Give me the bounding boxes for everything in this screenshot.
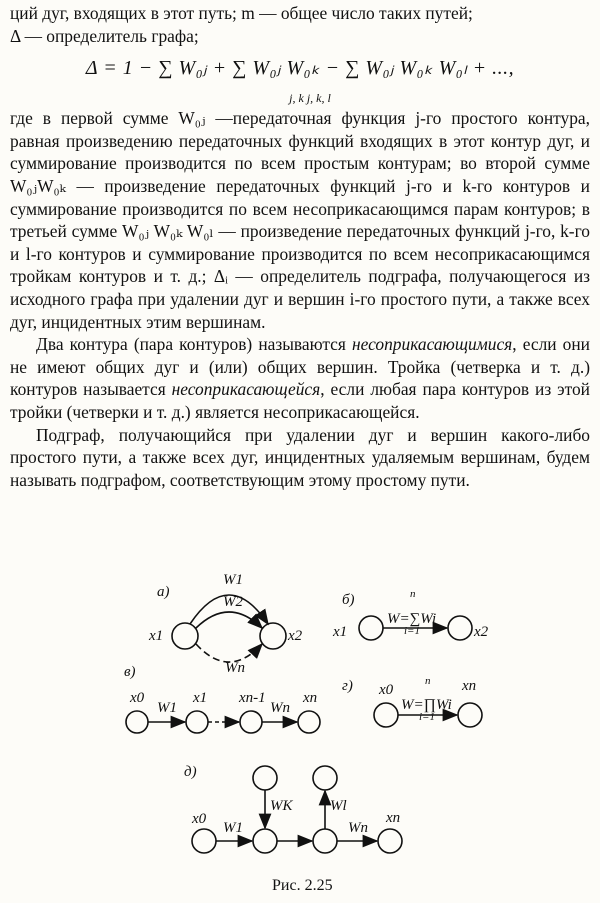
label-a-x1: x1 <box>149 628 164 644</box>
label-a-w2: W2 <box>223 594 243 610</box>
label-v-xn1: xn-1 <box>239 690 266 706</box>
label-d-xn: xn <box>386 810 401 826</box>
node-d-k <box>253 829 277 853</box>
node-b-x1 <box>359 616 383 640</box>
formula-subscripts: j, k j, k, l <box>289 91 331 106</box>
label-g-xn: xn <box>462 678 477 694</box>
label-a-wn: Wn <box>225 660 245 676</box>
label-v-x1: x1 <box>193 690 208 706</box>
label-d-x0: x0 <box>192 811 207 827</box>
label-a-x2: x2 <box>288 628 303 644</box>
label-v-x0: x0 <box>130 690 145 706</box>
tag-d: д) <box>184 764 197 780</box>
tag-v: в) <box>124 664 136 680</box>
node-v-xn1 <box>240 711 262 733</box>
text-line-2: Δ — определитель графа; <box>10 25 199 46</box>
node-v-xn <box>298 711 320 733</box>
label-d-w1: W1 <box>223 820 243 836</box>
formula-main: Δ = 1 − ∑ W₀ⱼ + ∑ W₀ⱼ W₀ₖ − ∑ W₀ⱼ W₀ₖ W₀ₗ + ..., <box>85 57 515 80</box>
label-v-w1: W1 <box>157 700 177 716</box>
label-b-x2: x2 <box>474 624 489 640</box>
label-v-wn: Wn <box>270 700 290 716</box>
label-v-xn: xn <box>303 690 318 706</box>
label-d-wl: Wl <box>330 798 347 814</box>
node-b-x2 <box>448 616 472 640</box>
node-g-x0 <box>374 703 398 727</box>
figure-caption: Рис. 2.25 <box>272 877 333 894</box>
node-a-x2 <box>260 623 286 649</box>
node-v-x0 <box>126 711 148 733</box>
label-g-x0: x0 <box>379 682 394 698</box>
para2-text-a: Два контура (пара контуров) называются <box>36 334 353 355</box>
tag-b: б) <box>342 592 355 608</box>
arc-a-w2 <box>196 612 262 628</box>
node-d-top-right <box>313 766 337 790</box>
node-a-x1 <box>172 623 198 649</box>
node-g-xn <box>458 703 482 727</box>
label-d-wn: Wn <box>348 820 368 836</box>
paragraph-1: где в первой сумме W₀ⱼ —передаточная функция j-го простого контура, равная произведению передаточных функций входящих в этот контур дуг, и суммирование производится по всем простым контурам; во второй сумме W₀ⱼW₀ₖ — произведение передаточных функций j-го и k-го контуров и суммирование производится по всем несоприкасающимся парам контуров; в третьей сумме W₀ⱼ W₀ₖ W₀ₗ — произведение передаточных функций j-го, k-го и l-го контуров и суммирование производится по всем несоприкасающимся тройкам контуров и т. д.; Δᵢ — определитель подграфа, получающегося из исходного графа при удалении дуг и вершин i-го простого пути, а также всех дуг, инцидентных этим вершинам. <box>10 108 590 332</box>
label-b-x1: x1 <box>333 624 348 640</box>
node-d-x0 <box>192 829 216 853</box>
label-g-w: W=∏Wi <box>401 697 452 713</box>
node-v-x1 <box>186 711 208 733</box>
label-b-sum-top: n <box>410 588 416 600</box>
node-d-top-left <box>253 766 277 790</box>
label-d-wk: WK <box>270 798 293 814</box>
label-g-prod-bot: i=1 <box>419 711 435 723</box>
term-non-touching-pair: несоприкасающимися <box>352 334 513 355</box>
paragraph-3: Подграф, получающийся при удалении дуг и вершин какого-либо простого пути, а также всех дуг, инцидентных удаляемым вершинам, будем называть подграфом, соответствующим этому простому пути. <box>10 424 590 490</box>
label-a-w1: W1 <box>223 572 243 588</box>
label-g-prod-top: n <box>425 675 431 687</box>
node-d-xn <box>378 829 402 853</box>
tag-g: г) <box>342 678 353 694</box>
tag-a: а) <box>157 584 170 600</box>
term-non-touching-triple: несоприкасающейся <box>171 379 321 400</box>
text-line-1: ций дуг, входящих в этот путь; m — общее число таких путей; <box>10 3 473 23</box>
node-d-l <box>313 829 337 853</box>
para2-text-b: , если они не имеют общих дуг и (или) общих вершин. Тройка (четверка и т. д.) контуров называется <box>10 334 590 400</box>
label-b-sum-bot: i=1 <box>404 625 420 637</box>
label-b-w: W=∑Wi <box>387 611 437 627</box>
para2-text-c: , если любая пара контуров из этой тройки (четверки и т. д.) является несоприкасающейся. <box>10 379 590 422</box>
